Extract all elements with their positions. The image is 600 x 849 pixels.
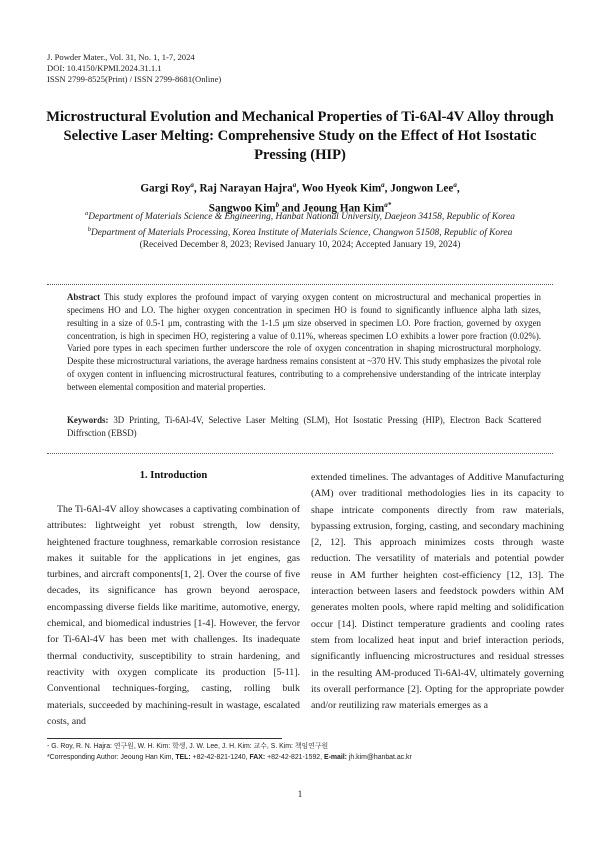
page-number: 1 (297, 790, 303, 800)
journal-meta (47, 52, 221, 84)
author-name: Woo Hyeok Kim (301, 182, 382, 195)
abstract-bottom-divider (47, 453, 553, 454)
journal-citation: J. Powder Mater., Vol. 31, No. 1, 1-7, 2024 (47, 52, 195, 62)
keywords (67, 414, 541, 440)
abstract (67, 291, 541, 394)
author-affiliation-mark: a (381, 181, 385, 189)
body-paragraph: extended timelines. The advantages of Additive Manufacturing (AM) over traditional methodologies lies in its capacity to shape intricate components directly from raw materials, bypassing extrusion, forging, casting, and secondary machining [2, 12]. This approach minimizes costs through waste reduction. The versatility of materials and potential powder reuse in AM further heighten cost-efficiency [12, 13]. The interaction between lasers and feedstock powders within AM generates molten pools, where rapid melting and solidification occur [14]. Distinct temperature gradients and cooling rates stem from localized heat input and brief interaction periods, significantly influencing microstructures and residual stresses in the resulting AM-produced Ti-6Al-4V, ultimately governing its overall performance [2]. Opting for the appropriate powder and/or reutilizing raw materials emerges as a (311, 472, 564, 712)
email-link[interactable]: jh.kim@hanbat.ac.kr (346, 753, 412, 761)
section-heading-introduction: 1. Introduction (139, 470, 208, 481)
author-name: Sangwoo Kim (208, 202, 276, 215)
affiliation-line: $^b$Department of Materials Processing, Korea Institute of Materials Science, Changwon 51508, Republic of Korea (87, 225, 513, 238)
author-affiliation-mark: b (275, 201, 280, 210)
journal-doi[interactable]: DOI: 10.4150/KPMI.2024.31.1.1 (47, 62, 162, 73)
footnote-rule (47, 738, 282, 739)
abstract-top-divider (47, 284, 553, 285)
author-name: Jeoung Han Kim (302, 202, 385, 215)
journal-issn: ISSN 2799-8525(Print) / ISSN 2799-8681(Online) (47, 73, 222, 84)
author-name: Raj Narayan Hajra (199, 182, 293, 195)
footnotes (47, 742, 412, 763)
author-affiliation-mark: a* (384, 201, 392, 210)
author-affiliation-mark: a (190, 181, 194, 189)
footnote-corresponding-author: *Corresponding Author: Jeoung Han Kim, TEL: +82-42-821-1240, FAX: +82-42-821-1592, E-mail: jh.kim@hanbat.ac.kr (47, 753, 412, 761)
abstract-label: Abstract (67, 292, 101, 302)
keywords-label: Keywords: (67, 415, 109, 425)
received-dates: (Received December 8, 2023; Revised January 10, 2024; Accepted January 19, 2024) (139, 240, 461, 251)
author-name: Jongwon Lee (390, 182, 454, 195)
body-column-right (311, 470, 564, 714)
keywords-text: 3D Printing, Ti-6Al-4V, Selective Laser Melting (SLM), Hot Isostatic Pressing (HIP), Electron Back Scattered Diffrsction (EBSD) (67, 415, 542, 438)
author-name: Gargi Roy (140, 182, 191, 195)
paper-title: Microstructural Evolution and Mechanical Properties of Ti-6Al-4V Alloy through Selective Laser Melting: Comprehensive Study on the Effect of Hot Isostatic Pressing (HIP) (46, 109, 554, 163)
abstract-text: This study explores the profound impact of varying oxygen content on microstructural and mechanical properties in specimens HO and LO. The higher oxygen concentration in specimen HO is found to significantly influence alpha lath sizes, resulting in a size of 0.5-1 μm, contrasting with the 1-1.5 μm size observed in specimen LO. Pore fraction, governed by oxygen concentration, is high in specimen HO, registering a value of 0.11%, whereas specimen LO exhibits a lower pore fraction (0.02%). Varied pore types in each specimen further underscore the role of oxygen concentration in shaping microstructural morphology. Despite these microstructural variations, the average hardness remains consistent at ~370 HV. This study emphasizes the pivotal role of oxygen content in influencing microstructural features, contributing to a comprehensive understanding of the intricate interplay between elemental composition and material properties. (67, 292, 541, 392)
footnote-author-roles: - G. Roy, R. N. Hajra: 연구원, W. H. Kim: 학생, J. W. Lee, J. H. Kim: 교수, S. Kim: 책임연구원 (47, 743, 329, 750)
author-affiliation-mark: a (292, 181, 297, 189)
author-list: Gargi Roy$^a$, Raj Narayan Hajra$^a$, Woo Hyeok Kim$^a$, Jongwon Lee$^a$, Sangwoo Kim$^b$ and Jeoung Han Kim$^{a*}$ (140, 181, 460, 215)
body-column-left (47, 502, 300, 730)
author-affiliation-mark: a (453, 181, 457, 189)
body-paragraph: The Ti-6Al-4V alloy showcases a captivating combination of attributes: lightweight yet robust strength, low density, heightened fracture toughness, remarkable corrosion resistance makes it suitable for the applications in jet engines, gas turbines, and aircraft components[1, 2]. Over the course of five decades, its significance has grown beyond aerospace, encompassing diverse fields like maritime, automotive, energy, chemical, and biomedical industries [1-4]. However, the fervor for Ti-6Al-4V has been met with challenges. Its inadequate thermal conductivity, susceptibility to strain hardening, and reactivity with oxygen complicate its production [5-11]. Conventional techniques-forging, casting, rolling bulk materials, succeeded by machining-result in wastage, escalated costs, and (47, 504, 300, 727)
affiliations (40, 208, 560, 251)
affiliation-line: $^a$Department of Materials Science & Engineering, Hanbat National University, Daejeon 34158, Republic of Korea (85, 210, 515, 223)
